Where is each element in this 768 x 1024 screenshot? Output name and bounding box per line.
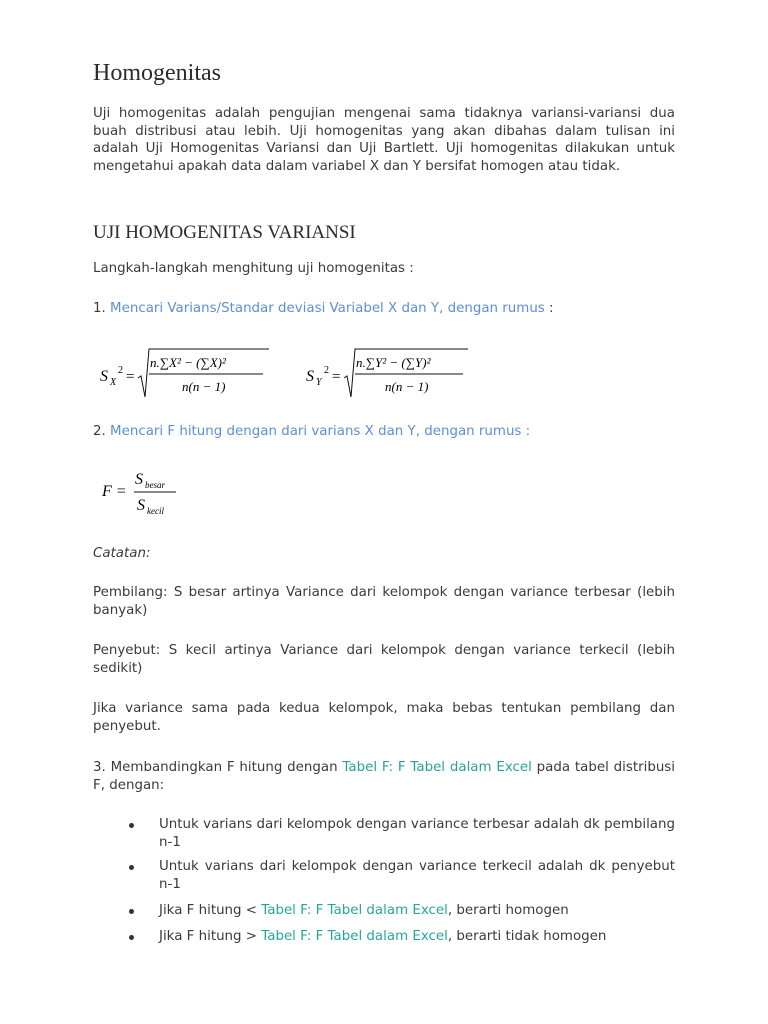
- formula-sx-denominator: n(n − 1): [182, 379, 226, 394]
- step-1: [93, 300, 675, 318]
- formula-f-graphic: [100, 466, 190, 522]
- formula-sy-lhs: S: [306, 368, 314, 385]
- steps-intro: Langkah-langkah menghitung uji homogenitas :: [93, 261, 414, 276]
- formula-sy-sub: Y: [316, 377, 322, 388]
- step-1-suffix: :: [544, 301, 554, 316]
- criteria-list: [133, 816, 675, 956]
- formula-sx: [97, 343, 272, 401]
- step-2-link[interactable]: Mencari F hitung dengan dari varians X dan Y, dengan rumus :: [110, 424, 531, 439]
- formula-f-den-sub: kecil: [147, 506, 164, 516]
- formula-f-num-sub: besar: [145, 480, 165, 490]
- step-2-number: 2.: [93, 424, 106, 439]
- list-item-prefix: Jika F hitung <: [159, 903, 262, 918]
- step-3: [93, 759, 675, 794]
- tabel-f-link[interactable]: Tabel F: F Tabel dalam Excel: [261, 903, 448, 918]
- step-1-number: 1.: [93, 301, 106, 316]
- list-item-prefix: Jika F hitung >: [159, 929, 262, 944]
- bullet-icon: [129, 935, 134, 940]
- intro-paragraph: Uji homogenitas adalah pengujian mengenai sama tidaknya variansi-variansi dua buah distribusi atau lebih. Uji homogenitas yang akan dibahas dalam tulisan ini adalah Uji Homogenitas Variansi dan Uji Bartlett. Uji homogenitas dilakukan untuk mengetahui apakah data dalam variabel X dan Y bersifat homogen atau tidak.: [93, 106, 675, 174]
- list-item-suffix: , berarti homogen: [447, 903, 569, 918]
- step-3-suffix: pada tabel distribusi F, dengan:: [93, 760, 676, 793]
- penyebut-note: Penyebut: S kecil artinya Variance dari kelompok dengan variance terkecil (lebih sedikit): [93, 643, 675, 676]
- step-1-link[interactable]: Mencari Varians/Standar deviasi Variabel X dan Y, dengan rumus: [110, 301, 545, 316]
- section-heading: UJI HOMOGENITAS VARIANSI: [93, 222, 356, 243]
- list-item: [133, 928, 675, 946]
- list-item-text: Untuk varians dari kelompok dengan variance terkecil adalah dk penyebut n-1: [159, 859, 675, 892]
- bullet-icon: [129, 909, 134, 914]
- formula-sx-lhs: S: [100, 368, 108, 385]
- formula-f: [100, 466, 190, 522]
- bullet-icon: [129, 865, 134, 870]
- formula-sy-sup: 2: [324, 365, 329, 376]
- list-item: [133, 816, 675, 851]
- formula-sx-sup: 2: [118, 365, 123, 376]
- pembilang-note: Pembilang: S besar artinya Variance dari kelompok dengan variance terbesar (lebih banyak): [93, 585, 675, 618]
- list-item-text: Untuk varians dari kelompok dengan variance terbesar adalah dk pembilang n-1: [159, 817, 675, 850]
- list-item-text: [133, 928, 675, 946]
- formula-sx-numerator: n.∑X² − (∑X)²: [150, 355, 226, 370]
- step-2: [93, 423, 675, 441]
- list-item: [133, 858, 675, 893]
- step-3-link[interactable]: Tabel F: F Tabel dalam Excel: [342, 760, 532, 775]
- bullet-icon: [129, 823, 134, 828]
- page-title: Homogenitas: [93, 60, 221, 86]
- formula-sx-graphic: [97, 343, 272, 401]
- list-item: [133, 902, 675, 920]
- formula-f-lhs: F =: [102, 483, 127, 500]
- formula-f-den-main: S: [137, 497, 145, 514]
- step-3-prefix: 3. Membandingkan F hitung dengan: [93, 760, 343, 775]
- formula-sy: [303, 343, 478, 401]
- formula-sy-numerator: n.∑Y² − (∑Y)²: [356, 355, 431, 370]
- formula-sx-sub: X: [110, 377, 117, 388]
- formula-sx-equals: =: [126, 369, 135, 385]
- tabel-f-link[interactable]: Tabel F: F Tabel dalam Excel: [261, 929, 448, 944]
- formula-sy-graphic: [303, 343, 478, 401]
- jika-sama-note: Jika variance sama pada kedua kelompok, maka bebas tentukan pembilang dan penyebut.: [93, 701, 675, 734]
- list-item-suffix: , berarti tidak homogen: [447, 929, 607, 944]
- formula-sy-equals: =: [332, 369, 341, 385]
- formula-sy-denominator: n(n − 1): [385, 379, 429, 394]
- formula-f-num-main: S: [135, 471, 143, 488]
- list-item-text: [133, 902, 675, 920]
- catatan-label: Catatan:: [93, 546, 151, 561]
